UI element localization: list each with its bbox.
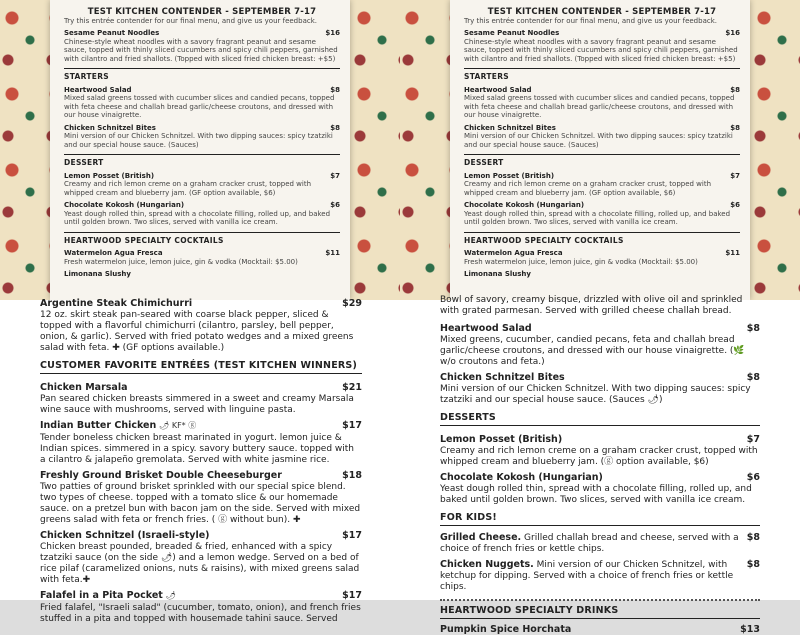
item-price: $17: [342, 530, 362, 541]
item-desc: Mixed greens, cucumber, candied pecans, feta and challah bread garlic/cheese croutons, and dressed with our house vinaigrette. (🌿 w/o croutons and feta.): [440, 335, 745, 367]
item-desc: Pan seared chicken breasts simmered in a sweet and creamy Marsala wine sauce with mushrooms, served with linguine pasta.: [40, 394, 354, 415]
photo-cocktail-0: Watermelon Agua Fresca $11: [64, 249, 340, 257]
photo-dessert-0-desc: Creamy and rich lemon creme on a graham cracker crust, topped with whipped cream and blueberry jam. (GF option available, $6): [64, 180, 312, 197]
item-desc: Mini version of our Chicken Schnitzel, with ketchup for dipping. Served with a choice of french fries or kettle chips.: [440, 560, 734, 592]
item-price: $17: [342, 420, 362, 431]
menu-item-lemon-posset: [440, 434, 760, 468]
item-price: $17: [342, 590, 362, 601]
photo-cocktail-1: Limonana Slushy: [464, 270, 531, 278]
menu-item-grilled-cheese: [440, 532, 760, 555]
item-name: Heartwood Salad: [440, 323, 532, 334]
paper-menu: [450, 0, 750, 300]
item-name: Indian Butter Chicken: [40, 420, 157, 431]
photo-starter-0: Heartwood Salad $8: [64, 85, 340, 94]
section-title-desserts: DESSERTS: [440, 412, 760, 426]
item-desc: Chicken breast pounded, breaded & fried, enhanced with a spicy tzatziki sauce (on the side 🌶) and a lemon wedge. Served on a bed of rice pilaf (caramelized onions, nuts & raisins), with mixed greens salad with feta.✚: [40, 542, 360, 585]
item-desc: Mini version of our Chicken Schnitzel. With two dipping sauces: spicy tzatziki and our special house sauce. (Sauces 🌶): [440, 384, 751, 405]
item-price: $18: [342, 470, 362, 481]
photo-cocktail-1: Limonana Slushy: [64, 270, 131, 278]
item-name: Freshly Ground Brisket Double Cheeseburger: [40, 470, 282, 481]
section-title-favorites: CUSTOMER FAVORITE ENTRÉES (TEST KITCHEN WINNERS): [40, 360, 362, 374]
photo-cocktail-0-desc: Fresh watermelon juice, lemon juice, gin & vodka (Mocktail: $5.00): [464, 257, 698, 266]
photo-starter-1: Chicken Schnitzel Bites $8: [64, 123, 340, 132]
photo-dessert-0: Lemon Posset (British) $7: [64, 171, 340, 180]
item-price: $8: [746, 372, 760, 383]
item-price: $8: [746, 532, 760, 543]
menu-item-cheeseburger: [40, 470, 362, 526]
photo-contender: Sesame Peanut Noodles $16: [464, 29, 740, 37]
photo-cocktails-title: HEARTWOOD SPECIALTY COCKTAILS: [64, 232, 340, 246]
item-desc: Fried falafel, "Israeli salad" (cucumber, tomato, onion), and french fries stuffed in a pita and topped with housemade tahini sauce. Served: [40, 603, 361, 624]
photo-dessert-title: DESSERT: [64, 154, 340, 168]
menu-entrees: [0, 298, 400, 624]
soup-desc-tail: Bowl of savory, creamy bisque, drizzled with olive oil and sprinkled with grated parmesan. Served with grilled cheese challah bread.: [440, 295, 743, 316]
item-name: Chicken Nuggets.: [440, 559, 534, 570]
photo-dessert-0-desc: Creamy and rich lemon creme on a graham cracker crust, topped with whipped cream and blueberry jam. (GF option available, $6): [464, 180, 712, 197]
photo-starter-0: Heartwood Salad $8: [464, 85, 740, 94]
item-price: $21: [342, 382, 362, 393]
menu-photo-left: [0, 0, 400, 300]
photo-starter-0-desc: Mixed salad greens tossed with cucumber slices and candied pecans, topped with feta cheese and challah bread garlic/cheese croutons, and dressed with our house vinaigrette.: [464, 94, 735, 119]
photo-cocktails-title: HEARTWOOD SPECIALTY COCKTAILS: [464, 232, 740, 246]
item-desc: Creamy and rich lemon creme on a graham cracker crust, topped with whipped cream and blueberry jam. (ⓖ option available, $6): [440, 446, 758, 467]
item-name: Chicken Marsala: [40, 382, 128, 393]
menu-item-falafel: [40, 590, 362, 625]
section-title-kids: FOR KIDS!: [440, 512, 760, 526]
photo-cocktail-0: Watermelon Agua Fresca $11: [464, 249, 740, 257]
menu-item-chicken-nuggets: [440, 559, 760, 593]
item-name: Grilled Cheese.: [440, 532, 522, 543]
menu-item-butter-chicken: [40, 420, 362, 466]
photo-header: TEST KITCHEN CONTENDER - SEPTEMBER 7-17: [487, 7, 717, 17]
menu-photo-right: [400, 0, 800, 300]
photo-starter-1: Chicken Schnitzel Bites $8: [464, 123, 740, 132]
photo-dessert-1-desc: Yeast dough rolled thin, spread with a chocolate filling, rolled up, and baked until golden brown. Two slices, served with vanilla ice cream.: [464, 209, 731, 226]
photo-dessert-0: Lemon Posset (British) $7: [464, 171, 740, 180]
photo-intro: Try this entrée contender for our final menu, and give us your feedback.: [64, 16, 317, 25]
photo-dessert-title: DESSERT: [464, 154, 740, 168]
photo-dessert-1: Chocolate Kokosh (Hungarian) $6: [64, 201, 340, 209]
item-price: $13: [740, 624, 760, 635]
photo-contender: Sesame Peanut Noodles $16: [64, 29, 340, 37]
item-name: Falafel in a Pita Pocket: [40, 590, 163, 601]
item-price: $7: [746, 434, 760, 445]
photo-contender-desc: Chinese-style wheat noodles with a savory fragrant peanut and sesame sauce, topped with thinly sliced cucumbers and spicy chili peppers, garnished with cilantro and fried shallots. (Topped with sliced fried chicken breast: +$5): [464, 37, 738, 63]
photo-cocktail-0-desc: Fresh watermelon juice, lemon juice, gin & vodka (Mocktail: $5.00): [64, 257, 298, 266]
item-name: Chicken Schnitzel Bites: [440, 372, 565, 383]
photo-intro: Try this entrée contender for our final menu, and give us your feedback.: [464, 16, 717, 25]
item-name: Chocolate Kokosh (Hungarian): [440, 472, 603, 483]
spicy-icon: 🌶: [165, 591, 176, 600]
menu-item-kokosh: [440, 472, 760, 506]
item-name: Pumpkin Spice Horchata: [440, 624, 572, 635]
item-desc: Two patties of ground brisket sprinkled with our special spice blend. two types of cheese. topped with a tomato slice & our homemade sauce. on a pretzel bun with bacon jam on the side. Served with mixed greens salad with feta or french fries. ( ⓖ without bun). ✚: [40, 482, 361, 525]
photo-starters-title: STARTERS: [464, 68, 740, 82]
item-price: $8: [746, 559, 760, 570]
item-name: Chicken Schnitzel (Israeli-style): [40, 530, 210, 541]
menu-item-chicken-marsala: [40, 382, 362, 416]
divider: [440, 599, 760, 601]
photo-header: TEST KITCHEN CONTENDER - SEPTEMBER 7-17: [87, 7, 317, 17]
item-name: Argentine Steak Chimichurri: [40, 298, 193, 309]
item-price: $29: [342, 298, 362, 309]
menu-item-schnitzel: [40, 530, 362, 586]
photo-starter-1-desc: Mini version of our Chicken Schnitzel. With two dipping sauces: spicy tzatziki and our special house sauce. (Sauces): [464, 132, 733, 149]
paper-menu: [50, 0, 350, 300]
item-price: $8: [746, 323, 760, 334]
menu-item-steak: [40, 298, 362, 354]
item-price: $6: [746, 472, 760, 483]
menu-item-schnitzel-bites: [440, 372, 760, 406]
menu-sides: [400, 295, 800, 635]
item-desc: Yeast dough rolled thin, spread with a chocolate filling, rolled up, and baked until golden brown. Two slices, served with vanilla ice cream.: [440, 484, 752, 505]
photo-contender-desc: Chinese-style wheat noodles with a savory fragrant peanut and sesame sauce, topped with thinly sliced cucumbers and spicy chili peppers, garnished with cilantro and fried shallots. (Topped with sliced fried chicken breast: +$5): [64, 37, 338, 63]
menu-item-heartwood-salad: [440, 323, 760, 368]
menu-item-horchata: [440, 624, 760, 635]
photo-starters-title: STARTERS: [64, 68, 340, 82]
photo-dessert-1-desc: Yeast dough rolled thin, spread with a chocolate filling, rolled up, and baked until golden brown. Two slices, served with vanilla ice cream.: [64, 209, 331, 226]
item-desc: Tender boneless chicken breast marinated in yogurt. lemon juice & Indian spices. simmered in a spicy. savory buttery sauce. topped with a cilantro & jalapeño gremolata. Served with white jasmine rice.: [40, 433, 354, 465]
section-title-drinks: HEARTWOOD SPECIALTY DRINKS: [440, 605, 760, 619]
photo-starter-0-desc: Mixed salad greens tossed with cucumber slices and candied pecans, topped with feta cheese and challah bread garlic/cheese croutons, and dressed with our house vinaigrette.: [64, 94, 335, 119]
photo-starter-1-desc: Mini version of our Chicken Schnitzel. With two dipping sauces: spicy tzatziki and our special house sauce. (Sauces): [64, 132, 333, 149]
dietary-icons: 🌶 KF* ⓖ: [159, 421, 197, 430]
photo-dessert-1: Chocolate Kokosh (Hungarian) $6: [464, 201, 740, 209]
item-desc: Grilled challah bread and cheese, served with a choice of french fries or kettle chips.: [440, 533, 739, 554]
item-desc: 12 oz. skirt steak pan-seared with coarse black pepper, sliced & topped with a flavorful chimichurri (cilantro, parsley, bell pepper, onion, & garlic). Served with fried potato wedges and a mixed greens salad with feta. ✚ (GF options available.): [40, 310, 354, 353]
item-name: Lemon Posset (British): [440, 434, 563, 445]
